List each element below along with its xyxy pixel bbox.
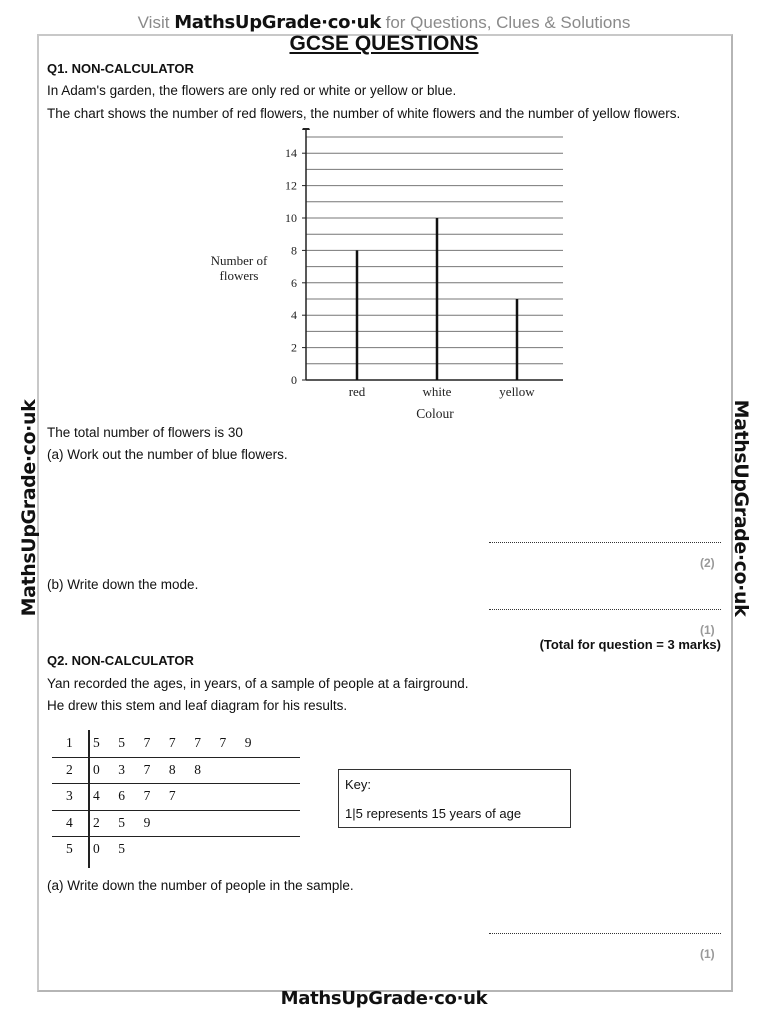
y-tick-label: 8 bbox=[291, 243, 297, 258]
stem-leaf-row bbox=[52, 783, 302, 810]
leaf-value: 8 bbox=[168, 761, 176, 777]
key-title: Key: bbox=[345, 777, 372, 792]
q1-part-b-marks: (1) bbox=[700, 623, 715, 637]
stem-leaf-row bbox=[52, 810, 302, 837]
leaf-value: 5 bbox=[118, 814, 126, 830]
q1-total-marks: (Total for question = 3 marks) bbox=[539, 637, 721, 652]
leaf-value: 2 bbox=[93, 814, 100, 830]
q1-part-a: (a) Work out the number of blue flowers. bbox=[47, 447, 288, 462]
y-tick-label: 12 bbox=[285, 178, 297, 193]
q2-part-a-marks: (1) bbox=[700, 947, 715, 961]
side-brand-right: MathsUpGrade·co·uk bbox=[730, 399, 752, 617]
leaf-value: 3 bbox=[118, 761, 126, 777]
x-axis-label: Colour bbox=[416, 406, 454, 421]
q2-part-a: (a) Write down the number of people in the sample. bbox=[47, 878, 354, 893]
leaf-value: 4 bbox=[93, 788, 100, 803]
banner-pre: Visit bbox=[137, 13, 175, 32]
leaf-value: 7 bbox=[143, 761, 151, 777]
y-axis-label-line1: Number of bbox=[210, 253, 268, 268]
stem-value: 5 bbox=[66, 841, 73, 856]
flower-bar-chart bbox=[195, 128, 575, 428]
footer-brand[interactable]: MathsUpGrade·co·uk bbox=[280, 988, 488, 1009]
side-brand-left: MathsUpGrade·co·uk bbox=[18, 399, 40, 617]
y-axis-label-line2: flowers bbox=[219, 268, 259, 283]
leaf-value: 8 bbox=[194, 761, 201, 777]
leaf-value: 5 bbox=[118, 735, 126, 750]
leaf-value: 9 bbox=[244, 735, 252, 750]
x-tick-label: white bbox=[422, 384, 452, 399]
q1-part-a-answer-line[interactable] bbox=[489, 542, 721, 543]
key-text: 1|5 represents 15 years of age bbox=[345, 806, 522, 821]
q1-total-text: The total number of flowers is 30 bbox=[47, 425, 243, 440]
stem-leaf-row bbox=[52, 730, 302, 757]
y-tick-label: 6 bbox=[291, 275, 297, 290]
leaf-value: 0 bbox=[93, 841, 100, 856]
y-tick-label: 4 bbox=[291, 308, 297, 323]
q1-part-b-answer-line[interactable] bbox=[489, 609, 721, 610]
q1-heading: Q1. NON-CALCULATOR bbox=[47, 61, 194, 76]
leaf-value: 7 bbox=[194, 735, 201, 750]
y-tick-label: 10 bbox=[285, 211, 297, 225]
q2-line2: He drew this stem and leaf diagram for his results. bbox=[47, 698, 348, 713]
x-tick-label: red bbox=[348, 384, 366, 399]
stem-leaf-row bbox=[52, 836, 302, 863]
stem-value: 3 bbox=[66, 788, 73, 803]
stem-leaf-diagram bbox=[52, 730, 302, 868]
q2-line1: Yan recorded the ages, in years, of a sample of people at a fairground. bbox=[47, 676, 469, 691]
banner-post: for Questions, Clues & Solutions bbox=[380, 13, 631, 32]
leaf-value: 7 bbox=[143, 735, 151, 750]
stem-value: 4 bbox=[66, 814, 73, 830]
y-tick-label: 0 bbox=[291, 373, 297, 387]
stem-leaf-row bbox=[52, 757, 302, 784]
leaf-value: 7 bbox=[219, 735, 227, 750]
q1-part-a-marks: (2) bbox=[700, 556, 715, 570]
key-box bbox=[338, 769, 571, 828]
stem-value: 1 bbox=[66, 735, 73, 750]
page-title: GCSE QUESTIONS bbox=[289, 32, 479, 55]
q1-line1: In Adam's garden, the flowers are only red or white or yellow or blue. bbox=[47, 83, 457, 98]
leaf-value: 0 bbox=[93, 761, 100, 777]
y-tick-label: 14 bbox=[285, 146, 297, 161]
leaf-value: 9 bbox=[143, 814, 151, 830]
leaf-value: 5 bbox=[118, 841, 126, 856]
q2-part-a-answer-line[interactable] bbox=[489, 933, 721, 934]
leaf-value: 7 bbox=[168, 788, 176, 803]
leaf-value: 7 bbox=[168, 735, 176, 750]
top-banner bbox=[0, 12, 768, 33]
q1-part-b: (b) Write down the mode. bbox=[47, 577, 199, 592]
y-tick-label: 2 bbox=[291, 340, 297, 355]
y-axis-arrow bbox=[302, 128, 310, 130]
stem-value: 2 bbox=[66, 761, 73, 777]
leaf-value: 5 bbox=[93, 735, 100, 750]
q2-heading: Q2. NON-CALCULATOR bbox=[47, 653, 194, 668]
leaf-value: 7 bbox=[143, 788, 151, 803]
q1-line2: The chart shows the number of red flowers, the number of white flowers and the number of yellow flowers. bbox=[47, 106, 681, 121]
banner-brand-link[interactable]: MathsUpGrade·co·uk bbox=[174, 12, 381, 33]
x-tick-label: yellow bbox=[499, 384, 535, 399]
leaf-value: 6 bbox=[118, 788, 126, 803]
